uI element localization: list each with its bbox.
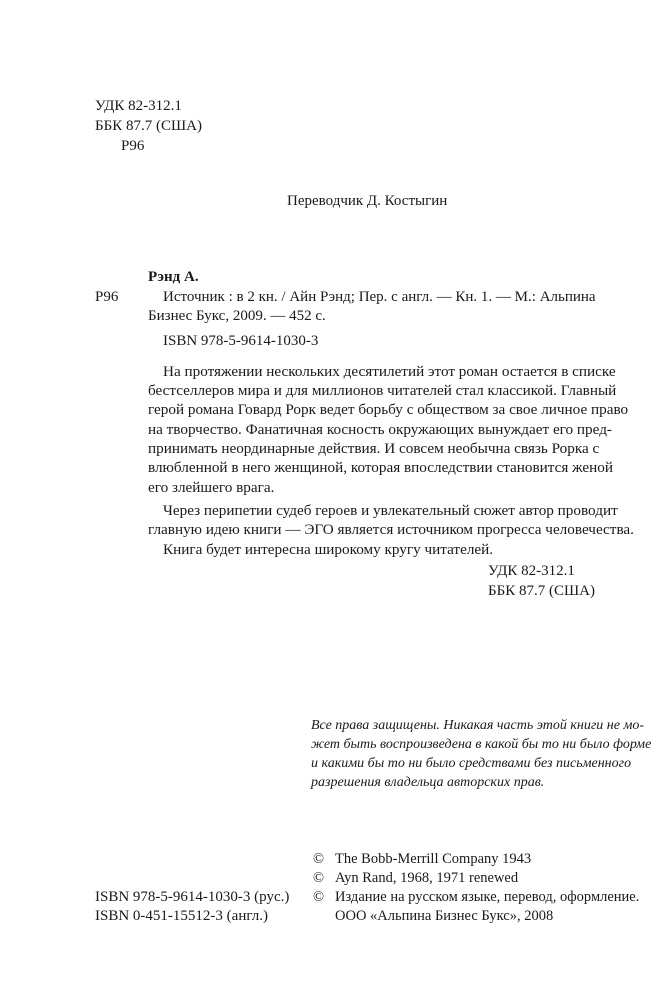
copyright-icon: © — [313, 889, 325, 905]
catalog-description-line1: Источник : в 2 кн. / Айн Рэнд; Пер. с англ. — Кн. 1. — М.: Альпина — [163, 289, 596, 305]
copyright-line: © Издание на русском языке, перевод, оформление. — [313, 888, 639, 907]
author-mark-top: Р96 — [121, 138, 145, 154]
annotation-line: бестселлеров мира и для миллионов читателей стал классикой. Главный — [148, 382, 617, 399]
annotation-line: На протяжении нескольких десятилетий этот роман остается в списке — [163, 363, 616, 380]
translator-credit: Переводчик Д. Костыгин — [287, 193, 448, 209]
rights-notice-line: жет быть воспроизведена в какой бы то ни было форме — [311, 737, 652, 752]
catalog-description-line2: Бизнес Букс, 2009. — 452 с. — [148, 308, 326, 324]
catalog-side-mark: Р96 — [95, 289, 119, 305]
catalog-author: Рэнд А. — [148, 269, 199, 285]
annotation-line: главную идею книги — ЭГО является источником прогресса человечества. — [148, 521, 634, 538]
bbk-code-bottom: ББК 87.7 (США) — [488, 583, 595, 599]
isbn-english: ISBN 0-451-15512-3 (англ.) — [95, 908, 268, 924]
udk-code-top: УДК 82-312.1 — [95, 98, 182, 114]
copyright-line: © Ayn Rand, 1968, 1971 renewed — [313, 869, 518, 888]
annotation-line: Книга будет интересна широкому кругу читателей. — [163, 541, 494, 558]
annotation-line: его злейшего врага. — [148, 479, 275, 496]
annotation-line: влюбленной в него женщиной, которая впоследствии становится женой — [148, 459, 614, 476]
isbn-russian: ISBN 978-5-9614-1030-3 (рус.) — [95, 889, 290, 905]
annotation-line: Через перипетии судеб героев и увлекательный сюжет автор проводит — [163, 502, 618, 519]
copyright-line-continued: ООО «Альпина Бизнес Букс», 2008 — [335, 908, 554, 924]
annotation-line: на творчество. Фанатичная косность окружающих вынуждает его пред- — [148, 421, 612, 438]
annotation-line: принимать неординарные действия. И совсем необычна связь Рорка с — [148, 440, 600, 457]
rights-notice-line: и какими бы то ни было средствами без письменного — [311, 756, 632, 771]
copyright-line: © The Bobb-Merrill Company 1943 — [313, 850, 531, 869]
copyright-icon: © — [313, 870, 325, 886]
annotation-line: герой романа Говард Рорк ведет борьбу с обществом за свое личное право — [148, 401, 629, 418]
rights-notice-line: разрешения владельца авторских прав. — [311, 775, 545, 790]
rights-notice-line: Все права защищены. Никакая часть этой книги не мо- — [311, 718, 645, 733]
catalog-isbn: ISBN 978-5-9614-1030-3 — [163, 333, 319, 349]
udk-code-bottom: УДК 82-312.1 — [488, 563, 575, 579]
bbk-code-top: ББК 87.7 (США) — [95, 118, 202, 134]
copyright-icon: © — [313, 851, 325, 867]
